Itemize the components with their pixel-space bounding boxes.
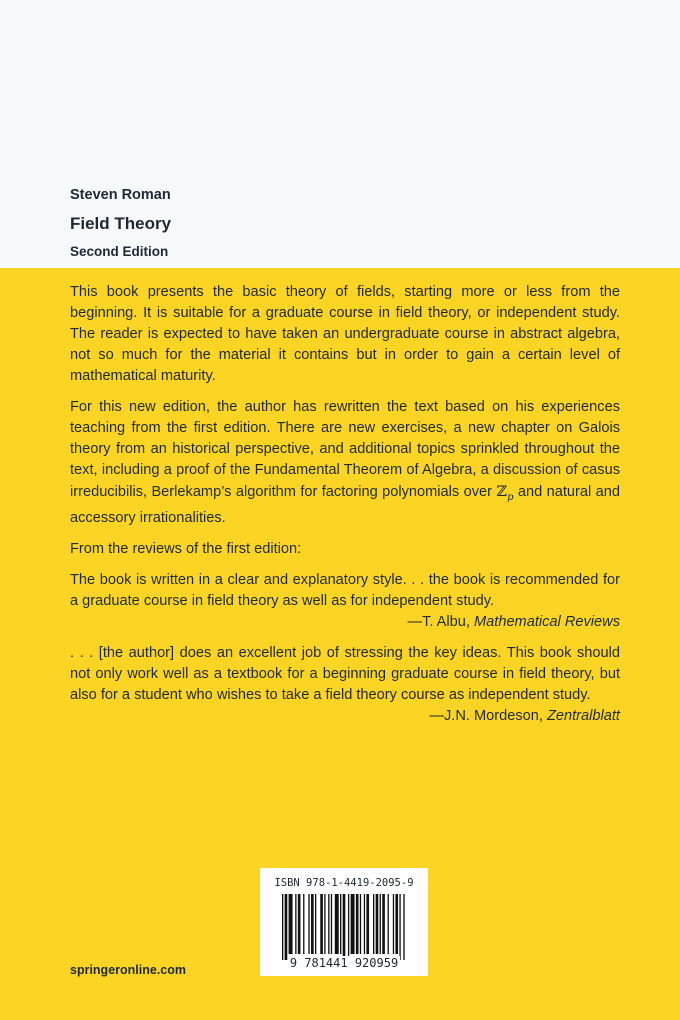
- barcode-bar: [364, 894, 365, 954]
- barcode-bar: [382, 894, 385, 954]
- barcode-bars: [282, 894, 406, 960]
- barcode-digits: [260, 956, 428, 970]
- reviews-intro: From the reviews of the first edition:: [70, 540, 302, 557]
- barcode-bar: [351, 894, 355, 954]
- description-paragraph: [70, 397, 620, 529]
- barcode-bar: [295, 894, 296, 954]
- barcode-number: 9 781441 920959: [289, 956, 399, 970]
- edition-label: Second Edition: [70, 244, 169, 259]
- barcode-bar: [403, 894, 404, 960]
- barcode-bar: [360, 894, 361, 954]
- barcode-bar: [343, 894, 346, 960]
- review-attribution: [70, 706, 620, 727]
- barcode-bar: [348, 894, 349, 960]
- barcode-bar: [308, 894, 309, 954]
- review-attribution: [70, 612, 620, 633]
- publisher-url[interactable]: springeronline.com: [70, 963, 186, 977]
- math-subscript: p: [507, 491, 514, 503]
- barcode-bar: [373, 894, 374, 954]
- barcode-bar: [324, 894, 325, 954]
- barcode-bar: [303, 894, 304, 954]
- barcode-bar: [282, 894, 283, 960]
- barcode-bar: [366, 894, 369, 954]
- review-quote: The book is written in a clear and explanatory style. . . the book is recommended for a graduate course in field theory as well as for independent study.: [70, 571, 620, 609]
- barcode-bar: [311, 894, 314, 954]
- barcode-bar: [340, 894, 341, 954]
- reviewer: —T. Albu,: [407, 613, 474, 630]
- barcode-bar: [328, 894, 329, 954]
- review-source: Mathematical Reviews: [474, 613, 620, 630]
- barcode-bar: [356, 894, 359, 954]
- barcode-bar: [315, 894, 316, 954]
- isbn-barcode: [260, 868, 428, 976]
- barcode-bar: [285, 894, 288, 960]
- barcode-bar: [399, 894, 400, 960]
- barcode-bar: [376, 894, 379, 954]
- barcode-bar: [388, 894, 389, 954]
- barcode-bar: [331, 894, 332, 954]
- review-quote: . . . [the author] does an excellent job of stressing the key ideas. This book should not only work well as a textbook for a beginning graduate course in field theory, but also for a student who wishes to take a field theory course as independent study.: [70, 644, 620, 703]
- barcode-bar: [380, 894, 381, 954]
- barcode-bar: [289, 894, 293, 954]
- description-paragraph: This book presents the basic theory of fields, starting more or less from the beginning. It is suitable for a graduate course in field theory, or independent study. The reader is expected to have taken an undergraduate course in abstract algebra, not so much for the material it contains but in order to gain a certain level of mathematical maturity.: [70, 284, 620, 384]
- math-symbol: [496, 483, 514, 503]
- author-name: Steven Roman: [70, 187, 171, 203]
- barcode-bar: [298, 894, 301, 954]
- math-z: ℤ: [496, 483, 508, 500]
- back-cover-text: [70, 282, 620, 737]
- barcode-bar: [320, 894, 323, 954]
- reviewer: —J.N. Mordeson,: [429, 707, 547, 724]
- barcode-bar: [395, 894, 398, 954]
- review-source: Zentralblatt: [546, 707, 620, 724]
- barcode-bar: [335, 894, 339, 954]
- text: For this new edition, the author has rewritten the text based on his experiences teaching from the first edition. There are new exercises, a new chapter on Galois theory from an historical perspective, and additional topics sprinkled throughout the text, including a proof of the Fundamental Theorem of Algebra, a discussion of casus irreducibilis, Berlekamp’s algorithm for factoring polynomials over: [70, 399, 620, 500]
- barcode-bar: [393, 894, 394, 954]
- isbn-text: ISBN 978-1-4419-2095-9: [274, 877, 414, 889]
- book-title: Field Theory: [70, 214, 172, 233]
- text: and natural and accessory irrationalities.: [70, 484, 621, 526]
